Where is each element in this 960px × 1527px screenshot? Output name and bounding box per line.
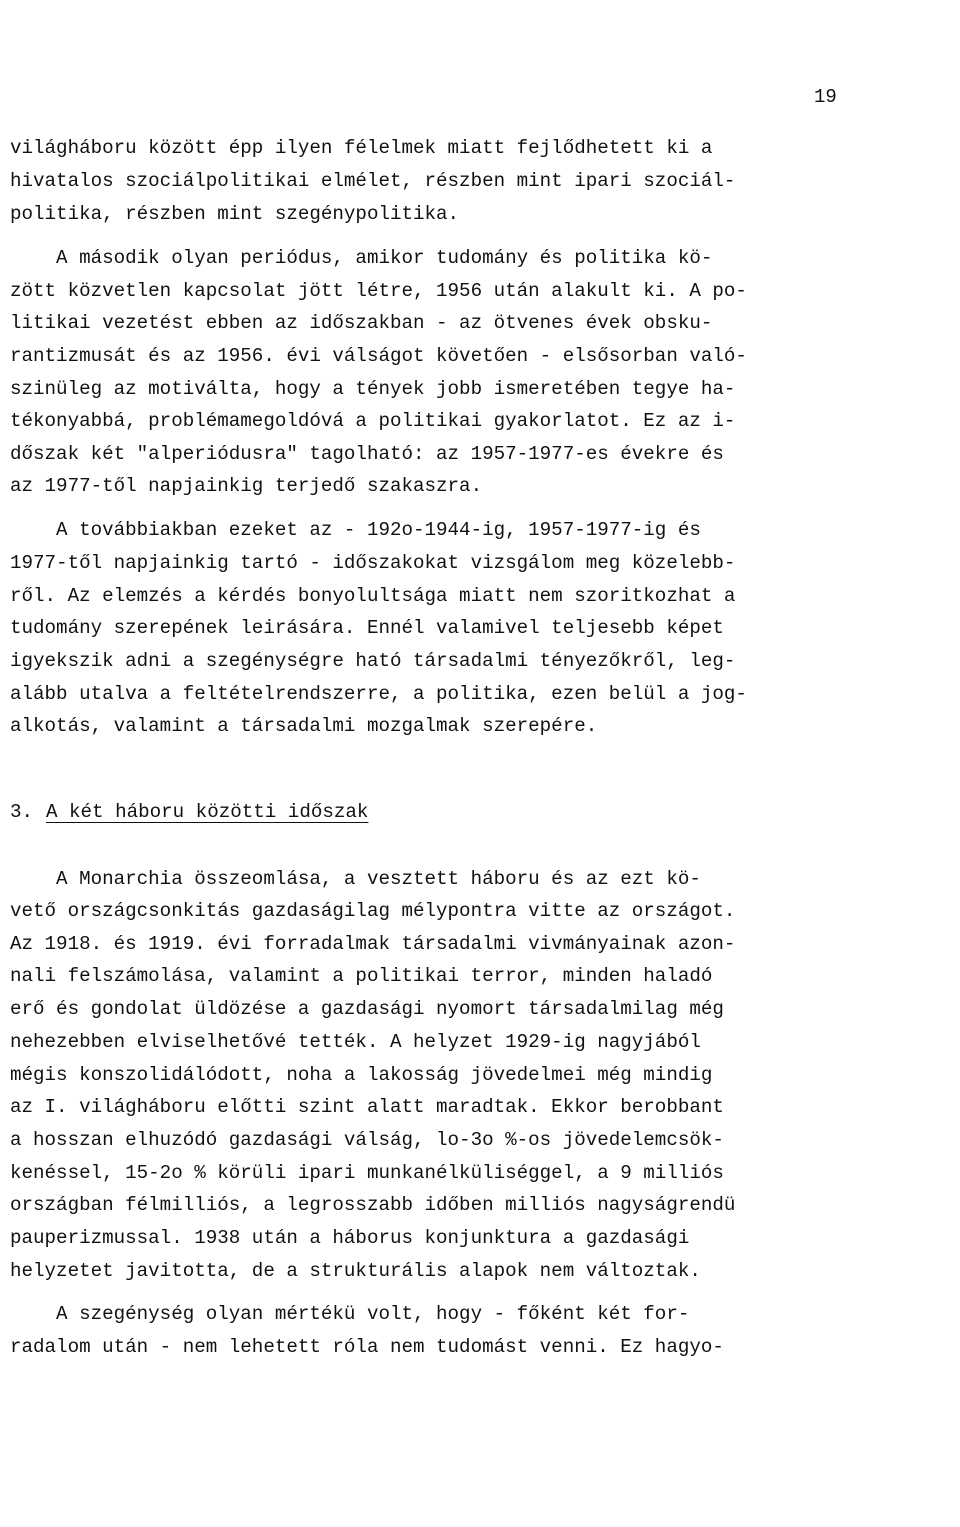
text-line: kenéssel, 15-2o % körüli ipari munkanélküliséggel, a 9 milliós — [10, 1162, 724, 1184]
text-line: pauperizmussal. 1938 után a háborus konjunktura a gazdasági — [10, 1227, 690, 1249]
text-line: szinüleg az motiválta, hogy a tények jobb ismeretében tegye ha- — [10, 378, 736, 400]
text-line: Az 1918. és 1919. évi forradalmak társadalmi vivmányainak azon- — [10, 933, 736, 955]
text-line: világháboru között épp ilyen félelmek miatt fejlődhetett ki a — [10, 137, 713, 159]
text-line: hivatalos szociálpolitikai elmélet, részben mint ipari szociál- — [10, 170, 736, 192]
text-line: A Monarchia összeomlása, a vesztett háboru és az ezt kö- — [10, 868, 701, 890]
text-line: A továbbiakban ezeket az - 192o-1944-ig, 1957-1977-ig és — [10, 519, 701, 541]
text-line: radalom után - nem lehetett róla nem tudomást venni. Ez hagyo- — [10, 1336, 724, 1358]
text-line: A szegénység olyan mértékü volt, hogy - főként két for- — [10, 1303, 690, 1325]
text-line: alább utalva a feltételrendszerre, a politika, ezen belül a jog- — [10, 683, 747, 705]
text-line: rantizmusát és az 1956. évi válságot követően - elsősorban való- — [10, 345, 747, 367]
text-line: politika, részben mint szegénypolitika. — [10, 203, 460, 225]
section-number: 3. — [10, 801, 34, 823]
text-line: mégis konszolidálódott, noha a lakosság jövedelmei még mindig — [10, 1064, 713, 1086]
text-line: országban félmilliós, a legrosszabb időben milliós nagyságrendü — [10, 1194, 736, 1216]
text-line: alkotás, valamint a társadalmi mozgalmak szerepére. — [10, 715, 598, 737]
text-line: erő és gondolat üldözése a gazdasági nyomort társadalmilag még — [10, 998, 724, 1020]
text-line: az 1977-től napjainkig terjedő szakaszra. — [10, 475, 483, 497]
text-line: 1977-től napjainkig tartó - időszakokat vizsgálom meg közelebb- — [10, 552, 736, 574]
text-line: litikai vezetést ebben az időszakban - az ötvenes évek obsku- — [10, 312, 713, 334]
section-title: A két háboru közötti időszak — [46, 801, 369, 823]
text-line: vető országcsonkitás gazdaságilag mélypontra vitte az országot. — [10, 900, 736, 922]
text-line: tudomány szerepének leirására. Ennél valamivel teljesebb képet — [10, 617, 724, 639]
text-line: A második olyan periódus, amikor tudomány és politika kö- — [10, 247, 713, 269]
text-line: zött közvetlen kapcsolat jött létre, 1956 után alakult ki. A po- — [10, 280, 747, 302]
text-line: ről. Az elemzés a kérdés bonyolultsága miatt nem szoritkozhat a — [10, 585, 736, 607]
text-line: igyekszik adni a szegénységre ható társadalmi tényezőkről, leg- — [10, 650, 736, 672]
text-line: dőszak két "alperiódusra" tagolható: az 1957-1977-es évekre és — [10, 443, 724, 465]
text-line: a hosszan elhuzódó gazdasági válság, lo-3o %-os jövedelemcsök- — [10, 1129, 724, 1151]
page-number: 19 — [814, 86, 837, 108]
text-line: nali felszámolása, valamint a politikai terror, minden haladó — [10, 965, 713, 987]
text-line: tékonyabbá, problémamegoldóvá a politikai gyakorlatot. Ez az i- — [10, 410, 736, 432]
text-line: helyzetet javitotta, de a strukturális alapok nem változtak. — [10, 1260, 701, 1282]
text-line: az I. világháboru előtti szint alatt maradtak. Ekkor berobbant — [10, 1096, 724, 1118]
text-line: nehezebben elviselhetővé tették. A helyzet 1929-ig nagyjából — [10, 1031, 701, 1053]
